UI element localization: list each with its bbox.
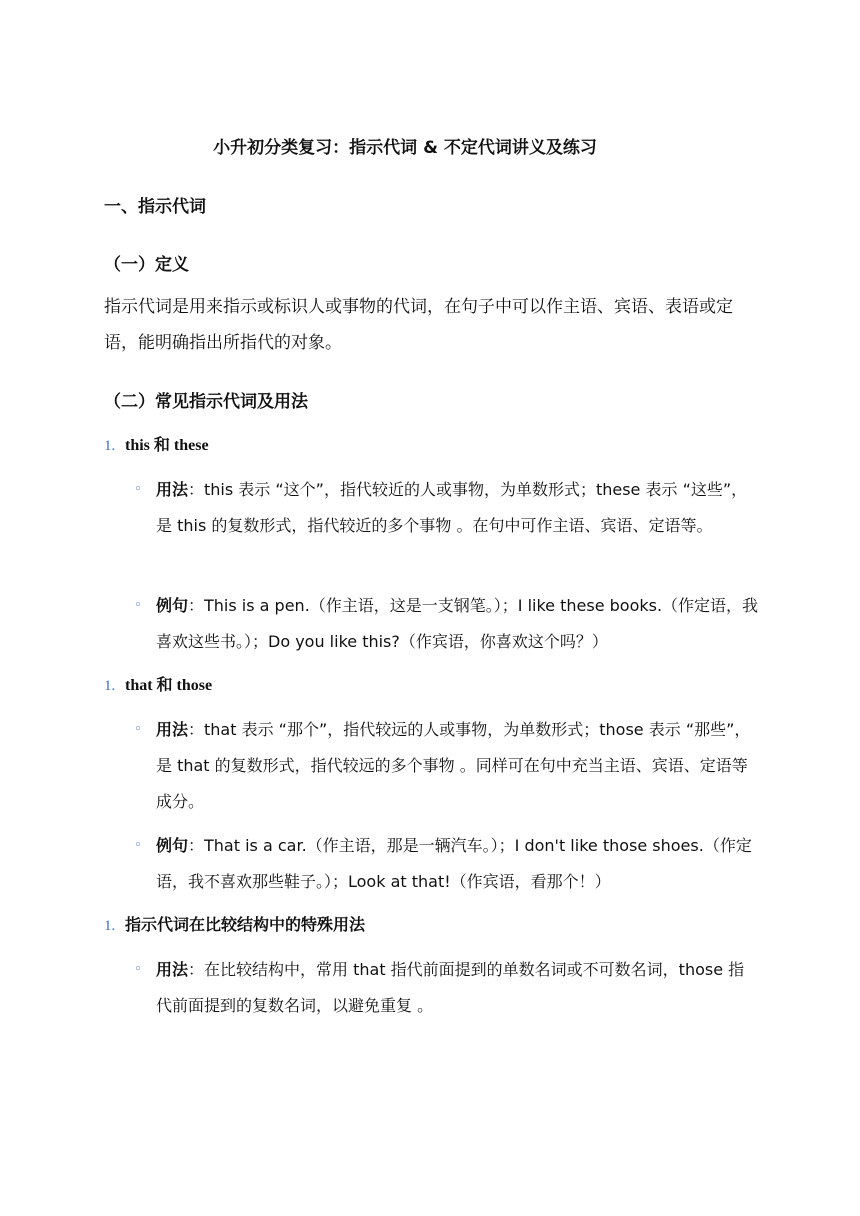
list-item-this-these (104, 432, 209, 459)
list-item-title: this 和 these (125, 437, 209, 454)
section-heading-demonstrative-pronouns: 一、指示代词 (104, 197, 206, 217)
list-item-comparison-usage (104, 912, 365, 939)
list-number: 1. (104, 438, 116, 454)
subheading-common-usage: （二）常见指示代词及用法 (104, 392, 308, 412)
bullet-icon: ◦ (134, 722, 142, 737)
usage-text: ：this 表示 “这个”，指代较近的人或事物，为单数形式；these 表示 “这些”，是 this 的复数形式，指代较近的多个事物 。在句中可作主语、宾语、定语等。 (156, 480, 748, 535)
example-bullet-this-these (134, 588, 759, 660)
usage-label: 用法 (156, 480, 189, 499)
usage-text: ：在比较结构中，常用 that 指代前面提到的单数名词或不可数名词，those 指代前面提到的复数名词，以避免重复 。 (156, 960, 745, 1015)
example-text: ：That is a car.（作主语，那是一辆汽车。）；I don't like those shoes.（作定语，我不喜欢那些鞋子。）；Look at that!（作宾语，看那个！） (156, 836, 752, 891)
example-label: 例句 (156, 596, 189, 615)
example-bullet-that-those (134, 828, 759, 900)
bullet-icon: ◦ (134, 838, 142, 853)
list-number: 1. (104, 918, 116, 934)
list-item-that-those (104, 672, 212, 699)
definition-paragraph: 指示代词是用来指示或标识人或事物的代词，在句子中可以作主语、宾语、表语或定语，能明确指出所指代的对象。 (104, 297, 733, 353)
bullet-icon: ◦ (134, 962, 142, 977)
usage-bullet-that-those (134, 712, 759, 820)
usage-bullet-this-these (134, 472, 759, 544)
usage-label: 用法 (156, 720, 189, 739)
usage-bullet-comparison (134, 952, 759, 1024)
subheading-definition: （一）定义 (104, 255, 189, 275)
bullet-icon: ◦ (134, 598, 142, 613)
bullet-icon: ◦ (134, 482, 142, 497)
example-text: ：This is a pen.（作主语，这是一支钢笔。）；I like these books.（作定语，我喜欢这些书。）；Do you like this?（作宾语，你喜欢这个吗？） (156, 596, 759, 651)
example-label: 例句 (156, 836, 189, 855)
list-item-title: 指示代词在比较结构中的特殊用法 (125, 915, 366, 934)
list-number: 1. (104, 678, 116, 694)
document-title: 小升初分类复习：指示代词 & 不定代词讲义及练习 (213, 138, 597, 158)
usage-text: ：that 表示 “那个”，指代较远的人或事物，为单数形式；those 表示 “那些”，是 that 的复数形式，指代较远的多个事物 。同样可在句中充当主语、宾语、定语等成分。 (156, 720, 751, 811)
usage-label: 用法 (156, 960, 189, 979)
list-item-title: that 和 those (125, 677, 213, 694)
